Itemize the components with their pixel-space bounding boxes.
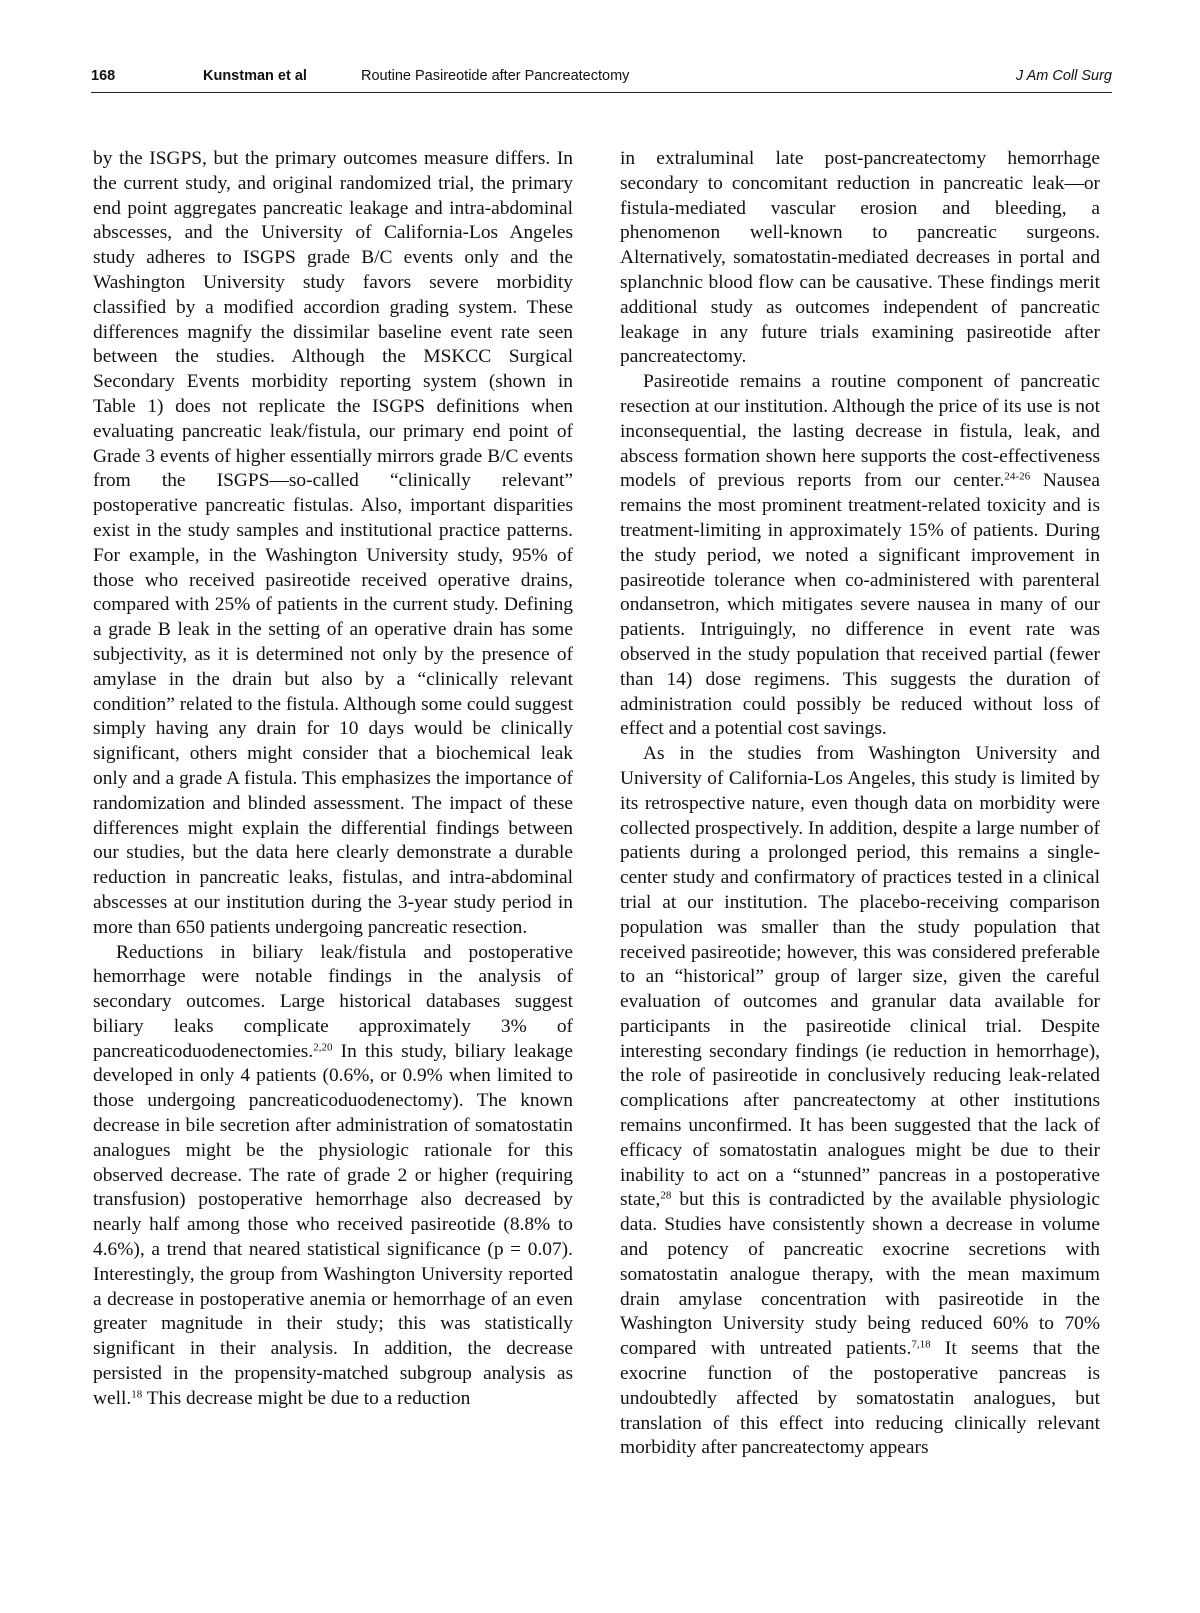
right-p3-text-a: As in the studies from Washington University and University of California-Los Angeles, this study is limited by its retrospective nature, even though data on morbidity were collected prospectively. In addition, despite a large number of patients during a prolonged period, this remains a single-center study and confirmatory of practices tested in a clinical trial at our institution. The placebo-receiving comparison population was smaller than the study population that received pasireotide; however, this was considered preferable to an “historical” group of larger size, given the careful evaluation of outcomes and granular data available for participants in the pasireotide clinical trial. Despite interesting secondary findings (ie reduction in hemorrhage), the role of pasireotide in conclusively reducing leak-related complications after pancreatectomy at other institutions remains unconfirmed. It has been suggested that the lack of efficacy of somatostatin analogues might be due to their inability to act on a “stunned” pancreas in a postoperative state, bbox=[620, 743, 1100, 1211]
left-paragraph-2 bbox=[93, 941, 573, 1412]
right-paragraph-3 bbox=[620, 742, 1100, 1461]
left-paragraph-1: by the ISGPS, but the primary outcomes measure differs. In the current study, and original randomized trial, the primary end point aggregates pancreatic leakage and intra-abdominal abscesses, and the University of California-Los Angeles study adheres to ISGPS grade B/C events only and the Washington University study favors severe morbidity classified by a modified accordion grading system. These differences magnify the dissimilar baseline event rate seen between the studies. Although the MSKCC Surgical Secondary Events morbidity reporting system (shown in Table 1) does not replicate the ISGPS definitions when evaluating pancreatic leak/fistula, our primary end point of Grade 3 events of higher essentially mirrors grade B/C events from the ISGPS—so-called “clinically relevant” postoperative pancreatic fistulas. Also, important disparities exist in the study samples and institutional practice patterns. For example, in the Washington University study, 95% of those who received pasireotide received operative drains, compared with 25% of patients in the current study. Defining a grade B leak in the setting of an operative drain has some subjectivity, as it is determined not only by the presence of amylase in the drain but also by a “clinically relevant condition” related to the fistula. Although some could suggest simply having any drain for 10 days would be clinically significant, others might consider that a biochemical leak only and a grade A fistula. This emphasizes the importance of randomization and blinded assessment. The impact of these differences might explain the differential findings between our studies, but the data here clearly demonstrate a durable reduction in pancreatic leaks, fistulas, and intra-abdominal abscesses at our institution during the 3-year study period in more than 650 patients undergoing pancreatic resection. bbox=[93, 148, 573, 938]
citation-ref: 24-26 bbox=[1004, 470, 1031, 483]
right-p3-text-b: but this is contradicted by the available physiologic data. Studies have consistently shown a decrease in volume and potency of pancreatic exocrine secretions with somatostatin analogue therapy, with the mean maximum drain amylase concentration with pasireotide in the Washington University study being reduced 60% to 70% compared with untreated patients. bbox=[620, 1189, 1100, 1360]
citation-ref: 18 bbox=[131, 1388, 143, 1401]
header-authors: Kunstman et al bbox=[203, 68, 307, 84]
right-p3-text-c: It seems that the exocrine function of the postoperative pancreas is undoubtedly affected by somatostatin analogues, but translation of this effect into reducing clinically relevant morbidity after pancreatectomy appears bbox=[620, 1338, 1101, 1459]
left-p2-text-c: This decrease might be due to a reduction bbox=[142, 1387, 471, 1409]
left-p2-text-b: In this study, biliary leakage developed in only 4 patients (0.6%, or 0.9% when limited to those undergoing pancreaticoduodenectomy). The known decrease in bile secretion after administration of somatostatin analogues might be the physiologic rationale for this observed decrease. The rate of grade 2 or higher (requiring transfusion) postoperative hemorrhage also decreased by nearly half among those who received pasireotide (8.8% to 4.6%), a trend that neared statistical significance (p = 0.07). Interestingly, the group from Washington University reported a decrease in postoperative anemia or hemorrhage of an even greater magnitude in their study; this was statistically significant in their analysis. In addition, the decrease persisted in the propensity-matched subgroup analysis as well. bbox=[93, 1040, 573, 1409]
header-journal: J Am Coll Surg bbox=[1015, 68, 1112, 84]
citation-ref: 7,18 bbox=[911, 1338, 931, 1351]
running-header bbox=[91, 64, 1112, 93]
right-p2-text-a: Pasireotide remains a routine component of pancreatic resection at our institution. Although the price of its use is not inconsequential, the lasting decrease in fistula, leak, and abscess formation shown here supports the cost-effectiveness models of previous reports from our center. bbox=[620, 371, 1100, 492]
right-paragraph-2 bbox=[620, 370, 1100, 742]
citation-ref: 28 bbox=[660, 1189, 672, 1202]
right-paragraph-1: in extraluminal late post-pancreatectomy hemorrhage secondary to concomitant reduction in pancreatic leak—or fistula-mediated vascular erosion and bleeding, a phenomenon well-known to pancreatic surgeons. Alternatively, somatostatin-mediated decreases in portal and splanchnic blood flow can be causative. These findings merit additional study as outcomes independent of pancreatic leakage in any future trials examining pasireotide after pancreatectomy. bbox=[620, 148, 1100, 368]
citation-ref: 2,20 bbox=[313, 1041, 333, 1054]
right-column bbox=[620, 147, 1100, 1461]
left-column bbox=[93, 147, 573, 1412]
left-p2-text-a: Reductions in biliary leak/fistula and postoperative hemorrhage were notable findings in the analysis of secondary outcomes. Large historical databases suggest biliary leaks complicate approximately 3% of pancreaticoduodenectomies. bbox=[93, 941, 573, 1062]
header-running-title: Routine Pasireotide after Pancreatectomy bbox=[361, 68, 630, 84]
page-number: 168 bbox=[91, 68, 116, 84]
right-p2-text-b: Nausea remains the most prominent treatment-related toxicity and is treatment-limiting in approximately 15% of patients. During the study period, we noted a significant improvement in pasireotide tolerance when co-administered with parenteral ondansetron, which mitigates severe nausea in many of our patients. Intriguingly, no difference in event rate was observed in the study population that received partial (fewer than 14) dose regimens. This suggests the duration of administration could possibly be reduced without loss of effect and a potential cost savings. bbox=[620, 470, 1100, 740]
